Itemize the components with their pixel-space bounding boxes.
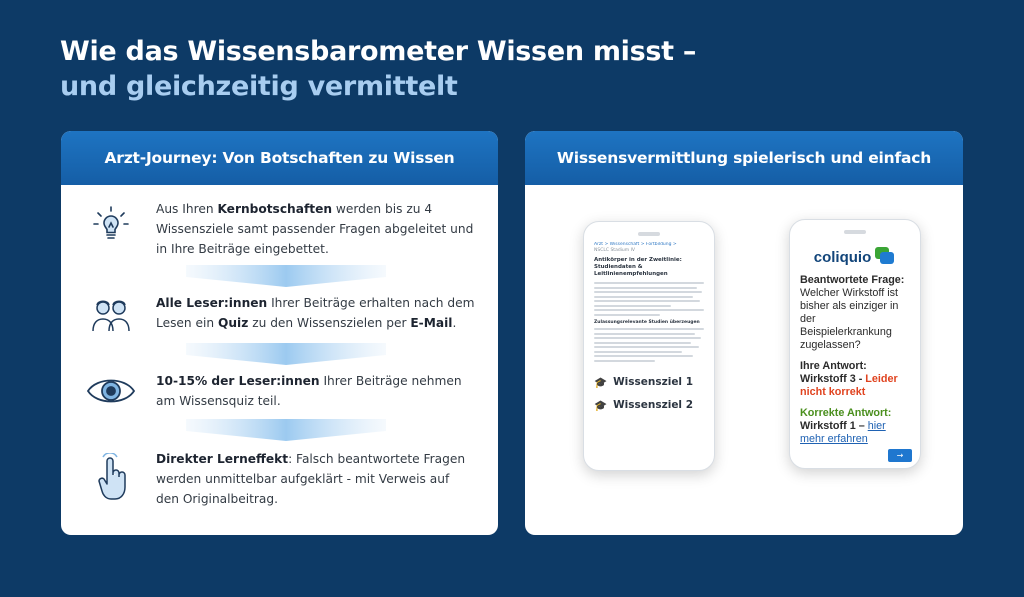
step-arrow xyxy=(186,419,386,441)
goal-item-1: 🎓 Wissensziel 1 xyxy=(594,376,693,389)
journey-step-2-text: Alle Leser:innen Ihrer Beiträge erhalten nach dem Lesen ein Quiz zu den Wissenszielen per E-Mail. xyxy=(156,296,475,330)
journey-card xyxy=(61,131,498,535)
quiz-correct-answer: Korrekte Antwort: Wirkstoff 1 – hier mehr erfahren xyxy=(800,407,892,445)
next-button[interactable]: → xyxy=(888,449,912,462)
readers-icon xyxy=(89,293,133,337)
eye-icon xyxy=(85,369,137,413)
goal-item-2: 🎓 Wissensziel 2 xyxy=(594,399,693,412)
quiz-your-answer: Ihre Antwort: Wirkstoff 3 - Leider nicht korrekt xyxy=(800,360,898,398)
more-info-link[interactable]: hier mehr erfahren xyxy=(800,420,886,445)
graduation-cap-icon: 🎓 xyxy=(594,399,608,412)
quiz-phone xyxy=(789,219,921,469)
coliquio-logo: coliquio xyxy=(800,246,910,268)
article-phone xyxy=(583,221,715,471)
journey-step-3-text: 10-15% der Leser:innen Ihrer Beiträge nehmen am Wissensquiz teil. xyxy=(156,374,462,408)
phone-notch xyxy=(638,232,660,236)
article-body-2 xyxy=(594,328,704,362)
journey-card-title: Arzt-Journey: Von Botschaften zu Wissen xyxy=(61,131,498,185)
hand-pointer-icon xyxy=(89,453,133,503)
page-title xyxy=(60,34,696,104)
article-section-title: Zulassungsrelevante Studien überzeugen xyxy=(594,319,700,325)
article-title: Antikörper in der Zweitlinie: Studiendaten & Leitlinienempfehlungen xyxy=(594,257,682,277)
phone-notch xyxy=(844,230,866,234)
graduation-cap-icon: 🎓 xyxy=(594,376,608,389)
speech-bubble-logo-icon xyxy=(874,246,896,268)
step-arrow xyxy=(186,265,386,287)
quiz-question: Beantwortete Frage: Welcher Wirkstoff ist bisher als einziger in der Beispielerkrankung zugelassen? xyxy=(800,274,905,351)
quiz-screen xyxy=(800,240,910,454)
learning-card-title: Wissensvermittlung spielerisch und einfach xyxy=(525,131,963,185)
journey-step-1-text: Aus Ihren Kernbotschaften werden bis zu 4 Wissensziele samt passender Fragen abgeleitet und in Ihre Beiträge eingebettet. xyxy=(156,202,474,256)
article-breadcrumb[interactable]: Arzt > Wissenschaft > Fortbildung > xyxy=(594,242,677,247)
article-meta: NSCLC Stadium IV xyxy=(594,248,636,253)
article-body xyxy=(594,282,704,316)
journey-step-4-text: Direkter Lerneffekt: Falsch beantwortete Fragen werden unmittelbar aufgeklärt - mit Verweis auf den Originalbeitrag. xyxy=(156,452,466,506)
lightbulb-icon xyxy=(89,203,133,247)
step-arrow xyxy=(186,343,386,365)
title-line-1: Wie das Wissensbarometer Wissen misst – xyxy=(60,36,697,67)
learning-card xyxy=(525,131,963,535)
article-screen[interactable] xyxy=(594,242,704,456)
title-line-2: und gleichzeitig vermittelt xyxy=(60,71,458,102)
